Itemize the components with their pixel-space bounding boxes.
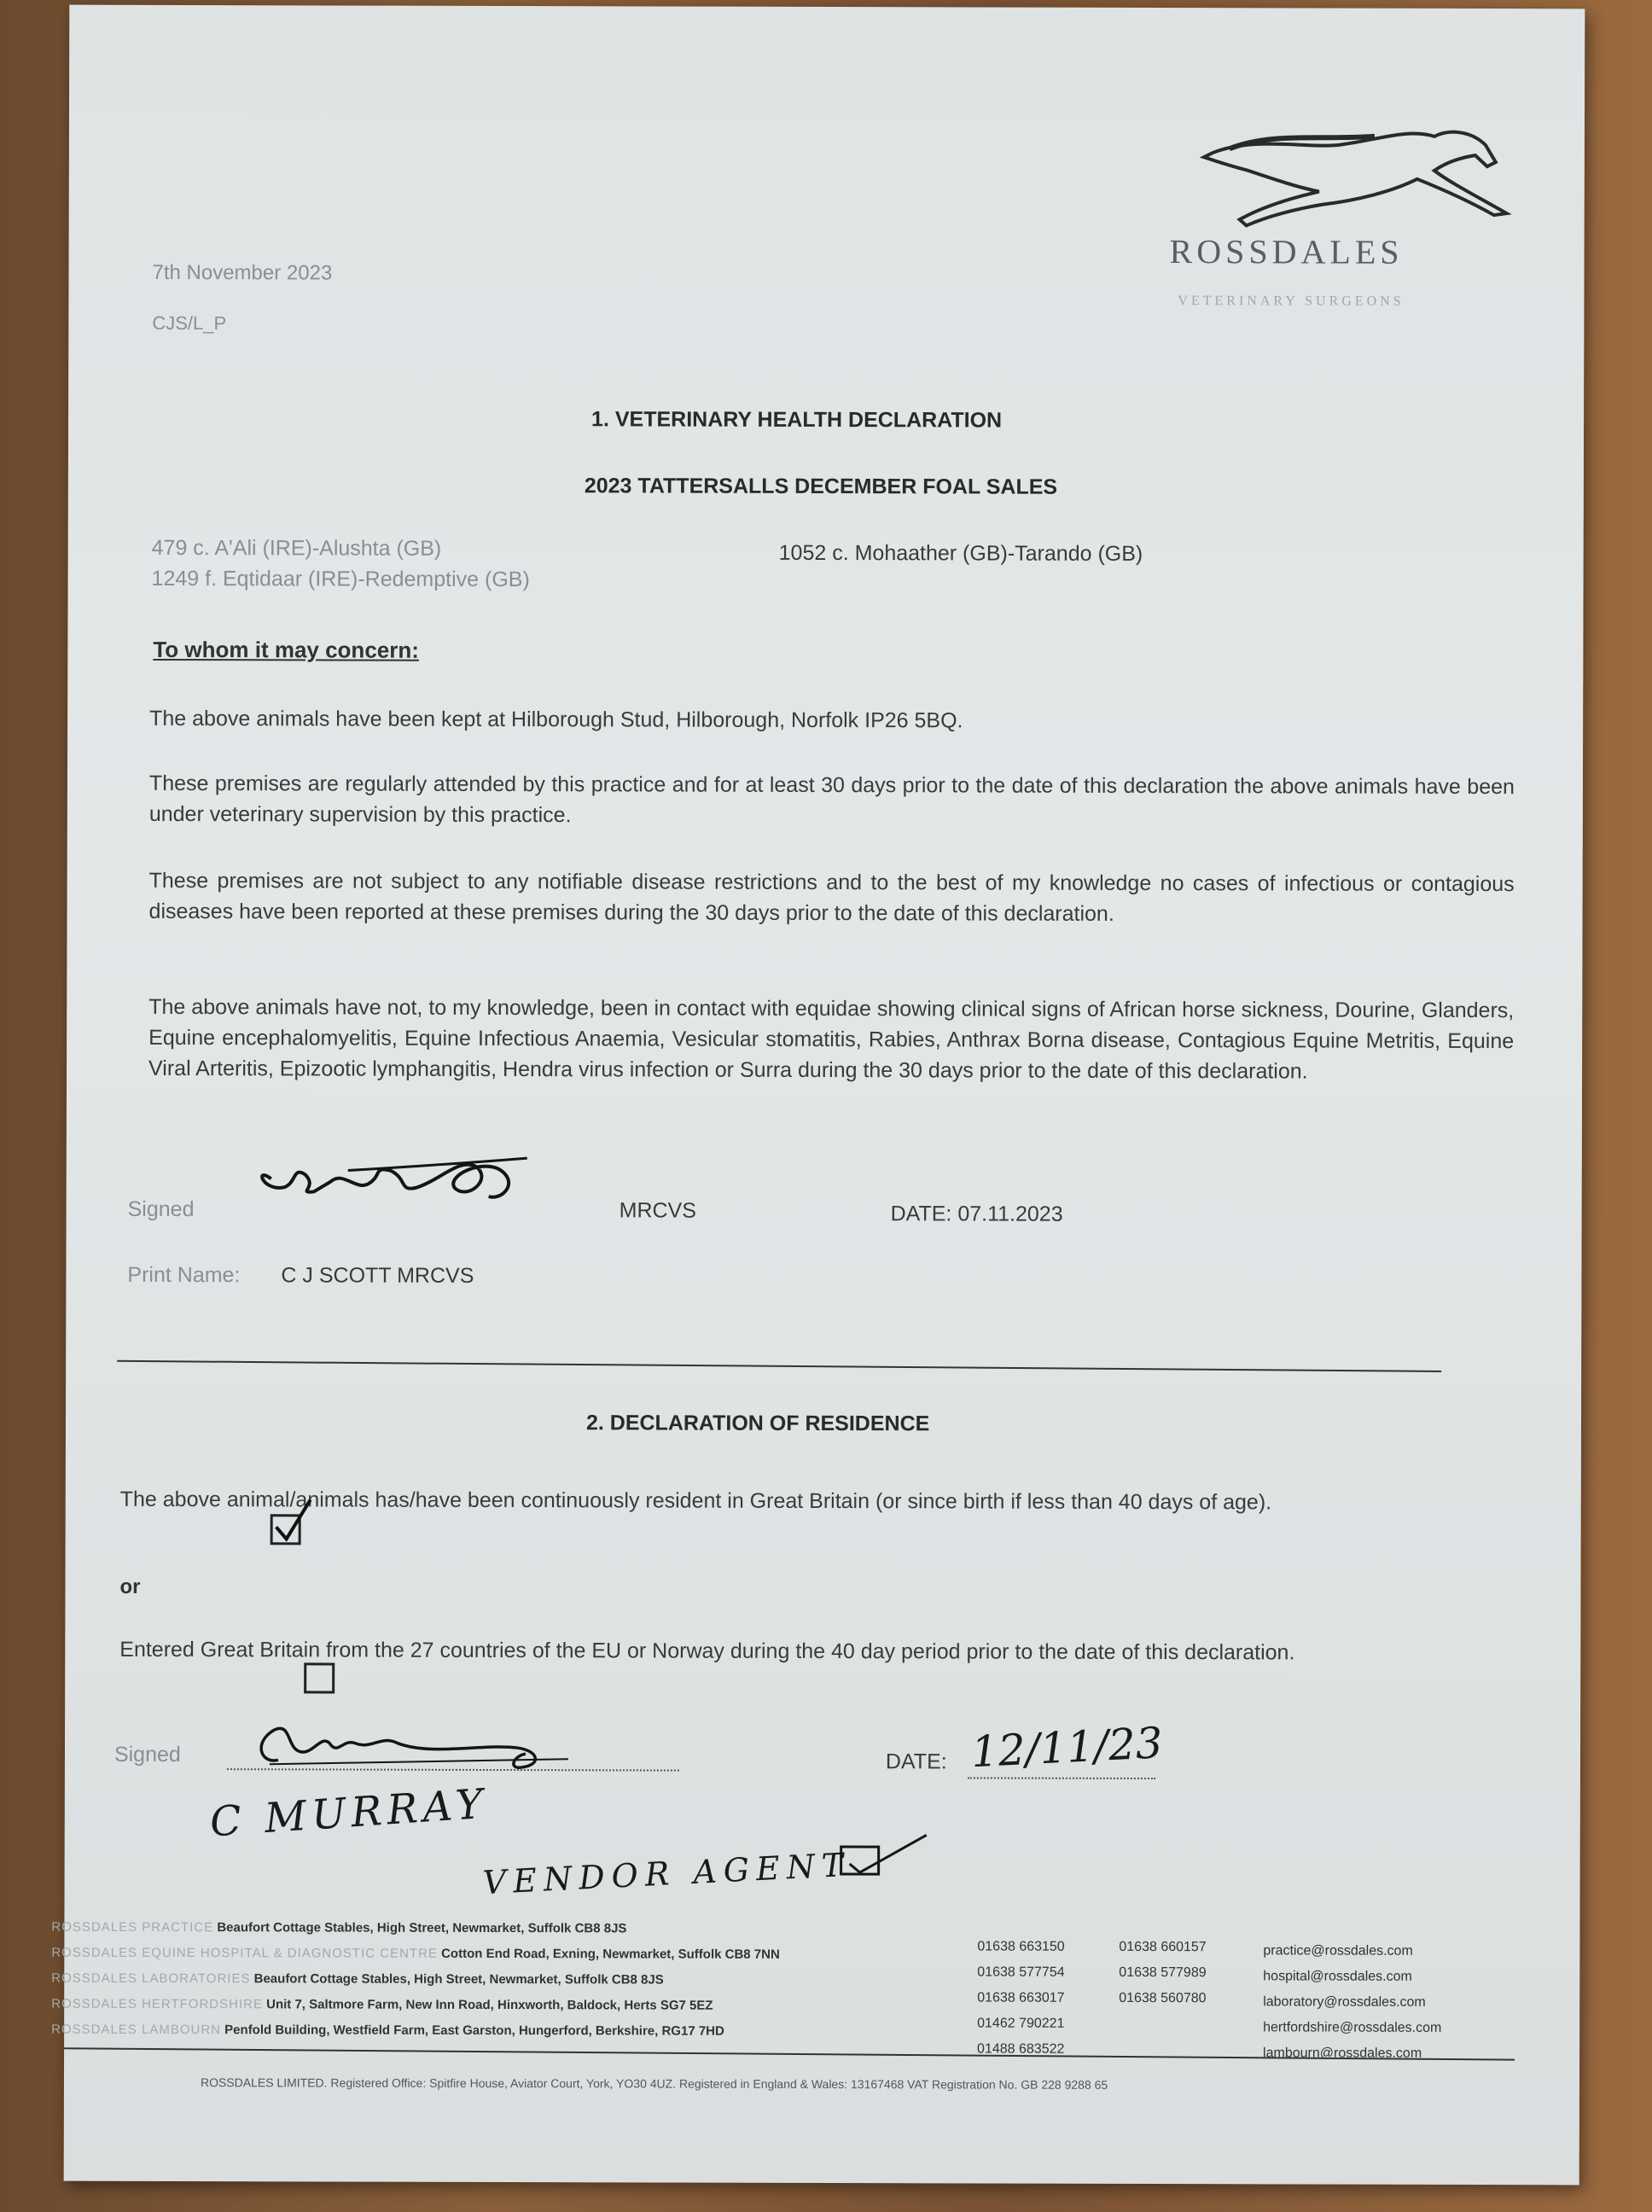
footer-phone-2: 01638 577754 <box>977 1965 1065 1980</box>
section-divider <box>117 1360 1441 1372</box>
mrcvs-label: MRCVS <box>619 1198 696 1223</box>
option-1-checkbox[interactable] <box>270 1514 301 1545</box>
footer-phone-4: 01462 790221 <box>977 2016 1065 2031</box>
paragraph-restrictions: These premises are not subject to any notifiable disease restrictions and to the best of my knowledge no cases of infectious or contagious diseases have been reported at these premises during the 30 days prior to the date of this declaration. <box>148 868 1515 926</box>
section1-title: 1. VETERINARY HEALTH DECLARATION <box>591 407 1003 433</box>
date-line-2 <box>968 1775 1155 1779</box>
signed-label-1: Signed <box>127 1196 195 1222</box>
horse-logo <box>1178 119 1520 230</box>
residence-option-2-text: Entered Great Britain from the 27 countries of the EU or Norway during the 40 day period prior to the date of this declaration. <box>119 1637 1295 1665</box>
handwritten-date: 12/11/23 <box>969 1718 1164 1778</box>
footer-fax-1: 01638 660157 <box>1119 1939 1207 1955</box>
footer-email-3: laboratory@rossdales.com <box>1263 1994 1426 2010</box>
lot-3: 1052 c. Mohaather (GB)-Tarando (GB) <box>778 540 1143 566</box>
role-checkbox-drawn <box>833 1828 935 1888</box>
footer-email-1: practice@rossdales.com <box>1263 1943 1413 1959</box>
footer-email-4: hertfordshire@rossdales.com <box>1263 2020 1442 2035</box>
letter-reference: CJS/L_P <box>152 311 227 335</box>
footer-email-2: hospital@rossdales.com <box>1263 1969 1412 1984</box>
residence-option-1-text: The above animal/animals has/have been continuously resident in Great Britain (or since birth if less than 40 days of age). <box>119 1487 1272 1515</box>
option-2-checkbox[interactable] <box>304 1662 334 1693</box>
footer-fax-3: 01638 560780 <box>1119 1990 1207 2006</box>
paragraph-contact: The above animals have not, to my knowledge, been in contact with equidae showing clinical signs of African horse sickness, Dourine, Glanders, Equine encephalomyelitis, Equine Infectious Anaemia, Vesicular stomatitis, Rabies, Anthrax Borna disease, Contagious Equine Metritis, Equine Viral Arteritis, Epizootic lymphangitis, Hendra virus infection or Surra during the 30 days prior to the date of this declaration. <box>148 994 1515 1084</box>
declaration-date-1: DATE: 07.11.2023 <box>890 1202 1063 1226</box>
paragraph-premises: The above animals have been kept at Hilborough Stud, Hilborough, Norfolk IP26 5BQ. <box>149 706 963 733</box>
brand-name: ROSSDALES <box>1169 232 1404 271</box>
paragraph-supervision: These premises are regularly attended by this practice and for at least 30 days prior to the date of this declaration the above animals have been under veterinary supervision by this practice. <box>148 771 1515 828</box>
footer-fax-2: 01638 577989 <box>1119 1965 1207 1981</box>
check-mark-icon <box>268 1494 319 1545</box>
lot-1: 479 c. A'Ali (IRE)-Alushta (GB) <box>151 535 442 561</box>
footer-address-laboratories: ROSSDALES LABORATORIES Beaufort Cottage Stables, High Street, Newmarket, Suffolk CB8 8JS <box>51 1970 664 1988</box>
print-name-label: Print Name: <box>127 1262 241 1288</box>
footer-address-practice: ROSSDALES PRACTICE Beaufort Cottage Stables, High Street, Newmarket, Suffolk CB8 8JS <box>51 1919 627 1936</box>
handwritten-name: C MURRAY <box>208 1779 490 1847</box>
footer-address-lambourn: ROSSDALES LAMBOURN Penfold Building, Westfield Farm, East Garston, Hungerford, Berkshire, RG17 7HD <box>51 2022 724 2039</box>
footer-address-hospital: ROSSDALES EQUINE HOSPITAL & DIAGNOSTIC CENTRE Cotton End Road, Exning, Newmarket, Suffolk CB8 7NN <box>51 1945 780 1962</box>
print-name-value: C J SCOTT MRCVS <box>281 1263 474 1288</box>
or-label: or <box>119 1575 141 1598</box>
document-page <box>51 5 1585 2186</box>
salutation: To whom it may concern: <box>153 636 419 663</box>
footer-phone-1: 01638 663150 <box>977 1939 1065 1954</box>
brand-subtitle: VETERINARY SURGEONS <box>1178 294 1405 309</box>
signed-label-2: Signed <box>113 1742 181 1767</box>
footer-phone-5: 01488 683522 <box>977 2041 1065 2057</box>
footer-address-hertfordshire: ROSSDALES HERTFORDSHIRE Unit 7, Saltmore Farm, New Inn Road, Hinxworth, Baldock, Herts SG7 5EZ <box>51 1996 713 2013</box>
letter-date: 7th November 2023 <box>152 260 333 285</box>
section1-subtitle: 2023 TATTERSALLS DECEMBER FOAL SALES <box>584 474 1058 499</box>
section2-title: 2. DECLARATION OF RESIDENCE <box>585 1411 930 1436</box>
lot-2: 1249 f. Eqtidaar (IRE)-Redemptive (GB) <box>151 566 530 592</box>
signature-scott <box>246 1140 536 1218</box>
footer-registration: ROSSDALES LIMITED. Registered Office: Spitfire House, Aviator Court, York, YO30 4UZ. Registered in England & Wales: 13167468 VAT Registration No. GB 228 9288 65 <box>200 2075 1108 2092</box>
footer-phone-3: 01638 663017 <box>977 1990 1065 2005</box>
signature-murray <box>227 1708 585 1778</box>
date-label-2: DATE: <box>885 1749 947 1774</box>
handwritten-role: VENDOR AGENT <box>481 1845 852 1902</box>
footer-email-5: lambourn@rossdales.com <box>1263 2046 1422 2061</box>
